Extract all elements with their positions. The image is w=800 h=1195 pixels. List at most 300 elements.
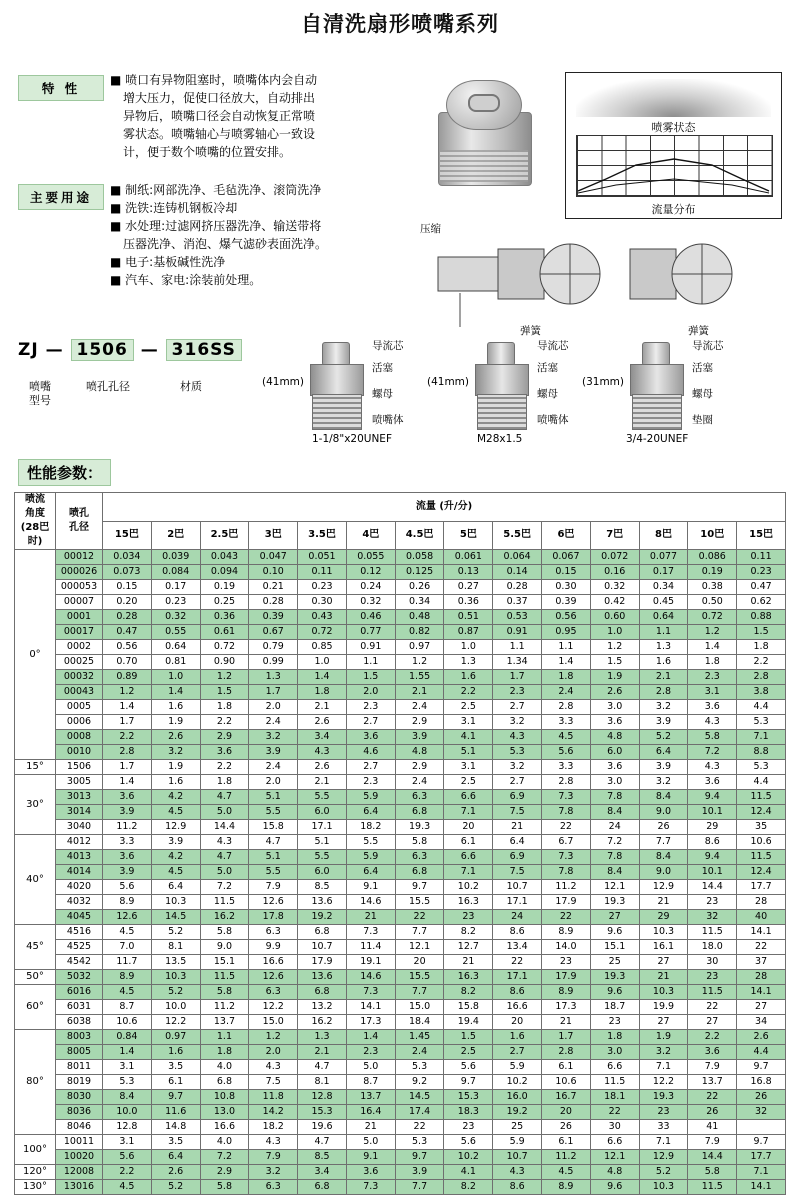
- uses-line-4: 压器洗净、消泡、爆气滤砂表面洗净。: [123, 237, 328, 251]
- flow-cell: 27: [737, 1000, 786, 1015]
- flow-cell: 6.1: [151, 1075, 200, 1090]
- flow-cell: 22: [542, 820, 591, 835]
- flow-cell: 9.0: [639, 865, 688, 880]
- flow-cell: 10.3: [639, 1180, 688, 1195]
- flow-cell: 19.3: [639, 1090, 688, 1105]
- features-line-1: ■ 喷口有异物阻塞时，喷嘴体内会自动: [110, 73, 318, 87]
- flow-cell: 19.9: [639, 1000, 688, 1015]
- flow-cell: 6.1: [444, 835, 493, 850]
- hole-code-cell: 00007: [56, 595, 103, 610]
- drawing-2-dimension: (41mm): [427, 376, 470, 388]
- flow-cell: 12.6: [249, 895, 298, 910]
- flow-cell: 2.5: [444, 700, 493, 715]
- flow-cell: 5.0: [200, 805, 249, 820]
- header-pressure: 5.5巴: [493, 521, 542, 550]
- flow-cell: 0.19: [688, 565, 737, 580]
- flow-cell: 0.084: [151, 565, 200, 580]
- flow-cell: 8.7: [103, 1000, 152, 1015]
- header-pressure: 2.5巴: [200, 521, 249, 550]
- flow-cell: 5.3: [737, 760, 786, 775]
- flow-cell: 26: [542, 1120, 591, 1135]
- flow-cell: 11.4: [346, 940, 395, 955]
- flow-cell: 5.3: [737, 715, 786, 730]
- flow-cell: 3.9: [395, 730, 444, 745]
- flow-cell: 12.9: [151, 820, 200, 835]
- flow-cell: 0.055: [346, 550, 395, 565]
- header-pressure: 7巴: [590, 521, 639, 550]
- flow-cell: 0.30: [542, 580, 591, 595]
- flow-cell: 3.6: [103, 850, 152, 865]
- flow-cell: 27: [639, 1015, 688, 1030]
- flow-cell: 2.2: [200, 760, 249, 775]
- flow-cell: 6.9: [493, 850, 542, 865]
- flow-cell: 2.2: [200, 715, 249, 730]
- flow-cell: 20: [542, 1105, 591, 1120]
- flow-cell: 17.3: [346, 1015, 395, 1030]
- flow-cell: 3.9: [103, 865, 152, 880]
- flow-cell: 4.7: [200, 790, 249, 805]
- uses-text: [110, 182, 365, 290]
- flow-cell: 3.8: [737, 685, 786, 700]
- flow-cell: 0.061: [444, 550, 493, 565]
- flow-cell: 0.53: [493, 610, 542, 625]
- flow-cell: 1.0: [444, 640, 493, 655]
- flow-cell: 10.3: [639, 925, 688, 940]
- flow-cell: 0.16: [590, 565, 639, 580]
- angle-cell: 100°: [15, 1135, 56, 1165]
- flow-cell: 11.5: [688, 985, 737, 1000]
- flow-cell: 5.3: [103, 1075, 152, 1090]
- flow-cell: 12.4: [737, 805, 786, 820]
- flow-cell: 2.1: [395, 685, 444, 700]
- table-row: [15, 1030, 786, 1045]
- flow-cell: 2.4: [395, 1045, 444, 1060]
- flow-cell: 6.3: [395, 850, 444, 865]
- flow-cell: 3.2: [639, 700, 688, 715]
- header-angle-l2: 角度: [25, 508, 45, 519]
- nozzle-photo: [420, 70, 550, 200]
- flow-cell: 0.87: [444, 625, 493, 640]
- flow-cell: 0.56: [103, 640, 152, 655]
- flow-cell: 7.7: [395, 925, 444, 940]
- flow-cell: 8.4: [639, 850, 688, 865]
- drawing-3-stem: [642, 342, 670, 366]
- flow-cell: 24: [493, 910, 542, 925]
- flow-cell: 6.0: [590, 745, 639, 760]
- flow-cell: 10.0: [151, 1000, 200, 1015]
- flow-cell: 4.3: [249, 1060, 298, 1075]
- table-row: [15, 550, 786, 565]
- hole-code-cell: 0005: [56, 700, 103, 715]
- flow-cell: 2.3: [346, 775, 395, 790]
- flow-cell: 6.1: [542, 1135, 591, 1150]
- table-body: [15, 550, 786, 1195]
- flow-cell: 5.5: [298, 790, 347, 805]
- flow-cell: 8.5: [298, 880, 347, 895]
- flow-cell: 2.8: [542, 700, 591, 715]
- flow-cell: 32: [737, 1105, 786, 1120]
- flow-cell: 1.8: [688, 655, 737, 670]
- table-row: [15, 715, 786, 730]
- table-row: [15, 685, 786, 700]
- flow-cell: 3.6: [346, 1165, 395, 1180]
- flow-cell: 0.48: [395, 610, 444, 625]
- flow-cell: 0.28: [103, 610, 152, 625]
- flow-cell: 16.4: [346, 1105, 395, 1120]
- flow-cell: 15.3: [298, 1105, 347, 1120]
- flow-cell: 0.43: [298, 610, 347, 625]
- header-angle-l1: 喷流: [25, 494, 45, 505]
- hole-code-cell: 0002: [56, 640, 103, 655]
- flow-cell: 14.8: [151, 1120, 200, 1135]
- flow-cell: 7.2: [200, 1150, 249, 1165]
- flow-cell: 9.0: [200, 940, 249, 955]
- flow-cell: 15.8: [249, 820, 298, 835]
- flow-cell: 5.8: [200, 925, 249, 940]
- drawing-2-label-1: 活塞: [537, 362, 558, 374]
- flow-cell: 2.6: [590, 685, 639, 700]
- material-label: 材质: [180, 380, 202, 393]
- flow-cell: 23: [542, 955, 591, 970]
- header-angle-l4: 时): [27, 536, 43, 547]
- flow-cell: 3.3: [542, 760, 591, 775]
- flow-cell: 16.7: [542, 1090, 591, 1105]
- flow-cell: 1.0: [298, 655, 347, 670]
- flow-cell: 0.043: [200, 550, 249, 565]
- flow-cell: 3.2: [151, 745, 200, 760]
- header-pressure: 2巴: [151, 521, 200, 550]
- flow-cell: 9.1: [346, 1150, 395, 1165]
- table-row: [15, 565, 786, 580]
- flow-cell: 4.2: [151, 790, 200, 805]
- flow-cell: 16.1: [639, 940, 688, 955]
- angle-cell: 15°: [15, 760, 56, 775]
- angle-cell: 80°: [15, 1030, 56, 1135]
- drawing-1-label-1: 活塞: [372, 362, 393, 374]
- table-row: [15, 625, 786, 640]
- table-row: [15, 1075, 786, 1090]
- flow-cell: 6.4: [151, 1150, 200, 1165]
- hole-size-label: 喷孔孔径: [86, 380, 130, 393]
- flow-cell: 1.9: [639, 1030, 688, 1045]
- flow-cell: 0.086: [688, 550, 737, 565]
- flow-cell: 1.8: [200, 1045, 249, 1060]
- flow-cell: 27: [688, 1015, 737, 1030]
- flow-cell: 0.36: [444, 595, 493, 610]
- header-pressure: 5巴: [444, 521, 493, 550]
- flow-cell: 7.1: [737, 730, 786, 745]
- flow-cell: 6.4: [639, 745, 688, 760]
- flow-cell: 3.0: [590, 700, 639, 715]
- spray-state-label: 喷雾状态: [651, 121, 696, 134]
- flow-cell: 41: [688, 1120, 737, 1135]
- flow-cell: 5.1: [298, 835, 347, 850]
- hole-code-cell: 6038: [56, 1015, 103, 1030]
- flow-cell: 8.9: [542, 925, 591, 940]
- flow-cell: 0.46: [346, 610, 395, 625]
- flow-cell: 0.72: [688, 610, 737, 625]
- flow-cell: 10.1: [688, 865, 737, 880]
- flow-cell: 5.6: [444, 1135, 493, 1150]
- flow-cell: 23: [688, 970, 737, 985]
- flow-cell: 21: [444, 955, 493, 970]
- flow-cell: 35: [737, 820, 786, 835]
- flow-cell: 3.6: [200, 745, 249, 760]
- hole-code-cell: 6031: [56, 1000, 103, 1015]
- header-pressure: 3巴: [249, 521, 298, 550]
- flow-cell: 2.1: [298, 1045, 347, 1060]
- table-row: [15, 760, 786, 775]
- table-row: [15, 925, 786, 940]
- flow-cell: 12.7: [444, 940, 493, 955]
- table-row: [15, 970, 786, 985]
- flow-cell: 8.6: [493, 1180, 542, 1195]
- angle-cell: 40°: [15, 835, 56, 925]
- flow-cell: 9.7: [737, 1135, 786, 1150]
- flow-cell: 8.9: [103, 970, 152, 985]
- flow-cell: 17.7: [737, 1150, 786, 1165]
- uses-line-5: ■ 电子:基板碱性洗净: [110, 255, 226, 269]
- hole-code-cell: 0008: [56, 730, 103, 745]
- flow-cell: 3.0: [590, 775, 639, 790]
- drawing-2-label-0: 导流芯: [537, 340, 569, 352]
- flow-cell: 1.8: [590, 1030, 639, 1045]
- flow-cell: 3.6: [590, 715, 639, 730]
- flow-cell: 0.91: [346, 640, 395, 655]
- flow-cell: 0.50: [688, 595, 737, 610]
- flow-cell: 0.56: [542, 610, 591, 625]
- flow-cell: 0.62: [737, 595, 786, 610]
- flow-cell: 10.8: [200, 1090, 249, 1105]
- flow-cell: 1.6: [151, 700, 200, 715]
- flow-cell: 25: [493, 1120, 542, 1135]
- flow-cell: 10.7: [493, 880, 542, 895]
- flow-cell: 19.6: [298, 1120, 347, 1135]
- header-pressure: 15巴: [737, 521, 786, 550]
- flow-cell: 30: [590, 1120, 639, 1135]
- table-row: [15, 895, 786, 910]
- flow-cell: 1.2: [249, 1030, 298, 1045]
- flow-cell: 0.047: [249, 550, 298, 565]
- flow-cell: 8.4: [103, 1090, 152, 1105]
- table-row: [15, 655, 786, 670]
- flow-cell: 1.5: [200, 685, 249, 700]
- hole-code-cell: 3040: [56, 820, 103, 835]
- flow-cell: 29: [688, 820, 737, 835]
- table-row: [15, 700, 786, 715]
- flow-cell: 3.6: [590, 760, 639, 775]
- flow-cell: 1.9: [590, 670, 639, 685]
- flow-cell: 6.6: [444, 850, 493, 865]
- flow-cell: 11.5: [590, 1075, 639, 1090]
- nozzle-thread-shape: [440, 150, 528, 182]
- flow-cell: 4.3: [493, 730, 542, 745]
- flow-cell: 2.7: [493, 1045, 542, 1060]
- model-dash-2: —: [140, 340, 159, 360]
- table-row: [15, 730, 786, 745]
- flow-cell: 2.6: [737, 1030, 786, 1045]
- flow-cell: 9.7: [737, 1060, 786, 1075]
- flow-cell: 7.3: [346, 925, 395, 940]
- hole-code-cell: 4045: [56, 910, 103, 925]
- flow-cell: 5.8: [688, 1165, 737, 1180]
- flow-cell: 9.9: [249, 940, 298, 955]
- flow-cell: 7.9: [249, 880, 298, 895]
- flow-cell: 17.9: [542, 970, 591, 985]
- flow-cell: 0.15: [103, 580, 152, 595]
- header-pressure: 6巴: [542, 521, 591, 550]
- angle-cell: 0°: [15, 550, 56, 760]
- flow-cell: 2.7: [493, 775, 542, 790]
- flow-cell: 2.3: [346, 700, 395, 715]
- features-line-2: 增大压力，促使口径放大，自动排出: [123, 91, 316, 105]
- hole-code-cell: 00012: [56, 550, 103, 565]
- model-label-line1: 喷嘴: [29, 380, 51, 393]
- flow-distribution-curve: [576, 135, 771, 195]
- flow-cell: 4.8: [590, 730, 639, 745]
- flow-cell: 6.4: [151, 880, 200, 895]
- table-row: [15, 580, 786, 595]
- compress-label: 压缩: [420, 223, 441, 235]
- flow-cell: 3.1: [444, 715, 493, 730]
- flow-cell: 1.8: [200, 700, 249, 715]
- flow-cell: 3.5: [151, 1135, 200, 1150]
- flow-cell: 0.34: [395, 595, 444, 610]
- flow-cell: 33: [639, 1120, 688, 1135]
- flow-cell: 8.6: [493, 925, 542, 940]
- flow-cell: 15.1: [590, 940, 639, 955]
- flow-cell: 27: [639, 955, 688, 970]
- flow-cell: 19.3: [590, 970, 639, 985]
- flow-cell: 5.2: [151, 925, 200, 940]
- flow-cell: 6.6: [590, 1060, 639, 1075]
- flow-cell: 28: [737, 970, 786, 985]
- flow-cell: 1.4: [151, 685, 200, 700]
- flow-cell: 17.9: [298, 955, 347, 970]
- flow-cell: 40: [737, 910, 786, 925]
- flow-cell: 2.2: [103, 730, 152, 745]
- flow-cell: 1.7: [103, 760, 152, 775]
- flow-cell: 6.1: [542, 1060, 591, 1075]
- flow-cell: 0.88: [737, 610, 786, 625]
- flow-cell: 1.3: [249, 670, 298, 685]
- drawing-3-thread-spec: 3/4-20UNEF: [626, 433, 689, 445]
- flow-cell: 16.6: [493, 1000, 542, 1015]
- flow-cell: 1.4: [542, 655, 591, 670]
- table-row: [15, 1060, 786, 1075]
- flow-cell: 2.4: [249, 760, 298, 775]
- flow-cell: 7.1: [639, 1060, 688, 1075]
- flow-cell: 11.5: [688, 1180, 737, 1195]
- flow-cell: 6.8: [395, 805, 444, 820]
- drawing-1-label-2: 螺母: [372, 388, 393, 400]
- flow-cell: 2.9: [395, 760, 444, 775]
- flow-cell: 1.1: [542, 640, 591, 655]
- flow-cell: 1.2: [590, 640, 639, 655]
- flow-cell: 4.1: [444, 1165, 493, 1180]
- flow-cell: 2.4: [395, 700, 444, 715]
- flow-cell: 10.6: [737, 835, 786, 850]
- flow-cell: 12.6: [249, 970, 298, 985]
- flow-cell: 37: [737, 955, 786, 970]
- hole-code-cell: 4542: [56, 955, 103, 970]
- flow-cell: 0.11: [737, 550, 786, 565]
- flow-cell: 8.1: [298, 1075, 347, 1090]
- hole-code-cell: 6016: [56, 985, 103, 1000]
- flow-cell: 2.8: [542, 1045, 591, 1060]
- flow-cell: 0.23: [298, 580, 347, 595]
- flow-cell: 11.5: [200, 970, 249, 985]
- flow-cell: 8.4: [590, 805, 639, 820]
- flow-cell: 2.0: [346, 685, 395, 700]
- flow-cell: 0.072: [590, 550, 639, 565]
- flow-cell: 2.6: [298, 715, 347, 730]
- drawing-1-label-0: 导流芯: [372, 340, 404, 352]
- flow-cell: 22: [493, 955, 542, 970]
- flow-cell: 0.26: [395, 580, 444, 595]
- flow-cell: 2.7: [346, 715, 395, 730]
- flow-cell: 0.21: [249, 580, 298, 595]
- hole-code-cell: 13016: [56, 1180, 103, 1195]
- model-prefix: ZJ: [18, 340, 39, 360]
- flow-cell: 15.5: [395, 895, 444, 910]
- flow-cell: 1.7: [542, 1030, 591, 1045]
- flow-cell: 5.2: [151, 1180, 200, 1195]
- flow-cell: 1.0: [151, 670, 200, 685]
- flow-cell: 0.70: [103, 655, 152, 670]
- flow-cell: 8.6: [688, 835, 737, 850]
- flow-cell: 28: [737, 895, 786, 910]
- flow-cell: 5.2: [639, 1165, 688, 1180]
- flow-cell: 12.4: [737, 865, 786, 880]
- flow-cell: 3.1: [444, 760, 493, 775]
- flow-cell: 0.073: [103, 565, 152, 580]
- flow-cell: 5.3: [493, 745, 542, 760]
- spray-pattern-image: [576, 79, 771, 117]
- hole-code-cell: 00032: [56, 670, 103, 685]
- table-row: [15, 910, 786, 925]
- flow-cell: 3.4: [298, 1165, 347, 1180]
- table-header-row-2: [15, 521, 786, 550]
- flow-cell: 2.6: [151, 1165, 200, 1180]
- flow-cell: 7.1: [639, 1135, 688, 1150]
- flow-cell: 1.4: [688, 640, 737, 655]
- flow-cell: 7.3: [346, 1180, 395, 1195]
- flow-cell: 6.8: [200, 1075, 249, 1090]
- flow-cell: 2.1: [298, 700, 347, 715]
- flow-cell: 3.2: [639, 1045, 688, 1060]
- flow-cell: 23: [688, 895, 737, 910]
- flow-cell: 32: [688, 910, 737, 925]
- flow-cell: 8.9: [103, 895, 152, 910]
- flow-cell: 21: [639, 895, 688, 910]
- flow-cell: 22: [590, 1105, 639, 1120]
- flow-cell: 1.1: [346, 655, 395, 670]
- flow-cell: 9.2: [395, 1075, 444, 1090]
- flow-cell: [737, 1120, 786, 1135]
- flow-cell: 19.3: [590, 895, 639, 910]
- flow-cell: 9.7: [151, 1090, 200, 1105]
- flow-cell: 0.72: [298, 625, 347, 640]
- flow-cell: 2.0: [249, 1045, 298, 1060]
- flow-cell: 14.1: [737, 985, 786, 1000]
- flow-cell: 14.5: [151, 910, 200, 925]
- flow-cell: 0.051: [298, 550, 347, 565]
- flow-cell: 4.4: [737, 700, 786, 715]
- hole-code-cell: 10020: [56, 1150, 103, 1165]
- model-code-section: [0, 332, 800, 457]
- flow-cell: 18.4: [395, 1015, 444, 1030]
